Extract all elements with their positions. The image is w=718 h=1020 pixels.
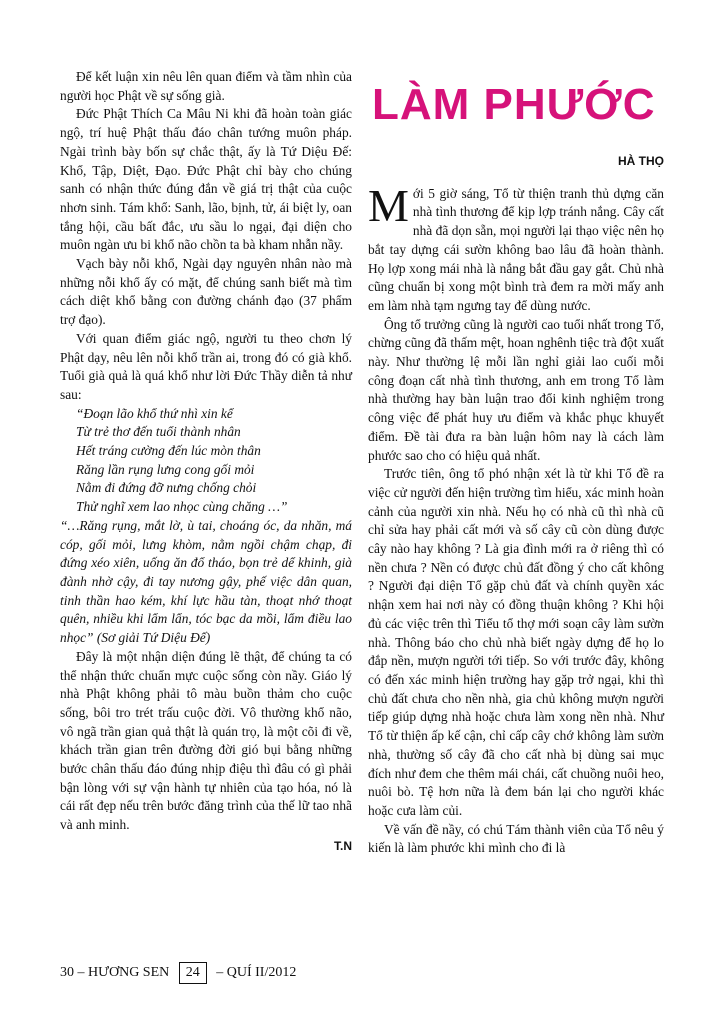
issue-quarter: – QUÍ II/2012: [216, 965, 297, 980]
paragraph: Với quan điểm giác ngộ, người tu theo chơn lý Phật dạy, nêu lên nỗi khổ trần ai, trong đó có già khổ. Tuổi già quả là quá khổ như lời Đức Thầy diễn tả như sau:: [60, 330, 352, 402]
paragraph: Ông tổ trưởng cũng là người cao tuổi nhất trong Tổ, chừng cũng đã thấm mệt, hoan nghênh tiệc trà đột xuất này. Như thường lệ mỗi lần nghỉ giải lao cuối mỗi công đoạn cất nhà tình thương, anh em trong Tổ làm nhà thường hay bàn luận trao đổi kinh nghiệm trong công việc để phát huy ưu điểm và khắc phục khuyết điểm. Đề tài đưa ra bàn luận hôm nay là cách làm phước sao cho có hiệu quả nhất.: [368, 316, 664, 463]
page-footer: [60, 962, 296, 984]
poem-line: Răng lần rụng lưng cong gối mỏi: [76, 461, 255, 477]
closing-paragraph: Đây là một nhận diện đúng lẽ thật, để chúng ta có thể nhận thức chuẩn mực cuộc sống còn nầy. Giáo lý nhà Phật không phải tô màu buồn thảm cho cuộc sống, bôi tro trét trấu cuộc đời. Vô thường khổ não, vô ngã trần gian quả thật là quán trọ, là một cõi đi về, khách trần gian trên đường đời gió bụi bằng những bước chân thấu đáo đúng nhịp điệu thì đâu có gì phải bận lòng với sự vận hành tự nhiên của tạo hóa, nó là cái rất đẹp nếu trên bước đăng trình của thế lữ tao nhã và anh minh.: [60, 648, 352, 833]
paragraph: Để kết luận xin nêu lên quan điểm và tầm nhìn của người học Phật về sự sống già.: [60, 69, 352, 103]
quoted-verse: “…Răng rụng, mắt lờ, ù tai, choáng óc, da nhăn, má cóp, gối mỏi, lưng khòm, nằm ngồi chậm chạp, đi đứng xéo xiên, uống ăn đổ tháo, bọn trẻ dể khinh, già đành nhờ cậy, đi tay nương gậy, phế việc dân quan, tinh thần hao kém, khí lực hầu tàn, thoạt nhớ thoạt quên, nhiều khi lẩm lẩn, tóc bạc da mồi, lẩm điều lao nhọc” (Sơ giải Tứ Diệu Đế): [60, 517, 352, 646]
signature: T.N: [334, 838, 352, 853]
lead-text: ới 5 giờ sáng, Tổ từ thiện tranh thủ dựng căn nhà tình thương để kịp lợp tránh nắng. Cây cất nhà đã dọn sẵn, mọi người lại thạo việc nên họ bắt tay dựng cái sườn không bao lâu đã hoàn thành. Họ lợp xong mái nhà là nắng bắt đầu gay gắt. Chủ nhà cũng chuẩn bị xong một bình trà đem ra mời mấy anh em làm nhà tạm ngưng tay để dùng nước.: [368, 185, 664, 313]
paragraph: Vạch bày nỗi khổ, Ngài dạy nguyên nhân nào mà những nỗi khổ ấy có mặt, để chúng sanh biết mà tìm cách diệt khổ bằng con đường chánh đạo (37 phẩm trợ đạo).: [60, 256, 352, 328]
lead-paragraph: [368, 179, 664, 316]
poem-line: Hết tráng cường đến lúc mòn thân: [76, 443, 261, 459]
magazine-name: – HƯƠNG SEN: [77, 965, 170, 980]
paragraph: Trước tiên, ông tổ phó nhận xét là từ khi Tổ đề ra việc cử người đến hiện trường tìm hiểu, xác minh hoàn cảnh của người xin nhà. Nếu họ có nhà cũ thì nhà cũ chỉ sửa hay phải cất mới và số cây cũ còn dùng được cây nào hay không ? Là gia đình mới ra ở riêng thì có nền chưa ? Nền có được chủ đất đồng ý cho cất không ? Người đại diện Tổ gặp chủ đất và chính quyền xác nhận xem hai nơi này có đồng thuận không ? Khi hội đủ các việc trên thì Tiểu tổ thợ mới soạn cây làm sườn nhà. Thông báo cho chủ nhà biết ngày dựng để họ lo đắp nền, mượn người tới tiếp. So với trước đây, không có đến xác minh hiện trường hay gặp trở ngại, khi thì chủ đất chưa cho nền nhà, gia chủ không mượn người tiếp giúp dựng nhà hoặc chưa làm xong nền nhà. Như Tổ từ thiện ấp kế cận, chỉ cấp cây chớ không làm sườn nhà, thường số cây đã cho cất nhà bị dùng sai mục đích như đem che thêm mái chái, cất chuồng nuôi heo, nuôi bò. Tệ hơn nữa là đem bán lại cho người khác hoặc cưa làm củi.: [368, 466, 664, 818]
page-number: 30: [60, 965, 74, 980]
paragraph: Đức Phật Thích Ca Mâu Ni khi đã hoàn toàn giác ngộ, trí huệ Phật thấu đáo chân tướng muôn pháp. Ngài trình bày bốn sự chắc thật, ấy là Tứ Diệu Đế: Khổ, Tập, Diệt, Đạo. Đức Phật chỉ bày cho chúng sanh có nhận thức đúng đắn về giá trị thật của cuộc nhơn sinh. Tám khổ: Sanh, lão, bịnh, tử, ái biệt ly, oan tắng hội, cầu bất đắc, ưu sầu lo ngại, đại diện cho muôn ngàn ưu bi khổ não chồn ta bà kham nhẫn nầy.: [60, 106, 352, 253]
drop-cap: M: [368, 179, 409, 231]
left-column: [60, 68, 352, 856]
article-title: LÀM PHƯỚC: [372, 80, 656, 129]
poem-line: Thử nghĩ xem lao nhọc cùng chăng …”: [76, 499, 288, 515]
paragraph: Về vấn đề nầy, có chú Tám thành viên của Tổ nêu ý kiến là làm phước khi mình cho đi là: [368, 821, 664, 856]
poem-line: Nằm đi đứng đỡ nưng chống chỏi: [76, 480, 257, 496]
poem-line: Từ trẻ thơ đến tuổi thành nhân: [76, 424, 241, 440]
issue-number: 24: [179, 962, 207, 984]
right-column: [368, 68, 664, 858]
article-author: HÀ THỌ: [618, 154, 664, 168]
poem-line: “Đoạn lão khổ thứ nhì xin kể: [76, 405, 233, 421]
